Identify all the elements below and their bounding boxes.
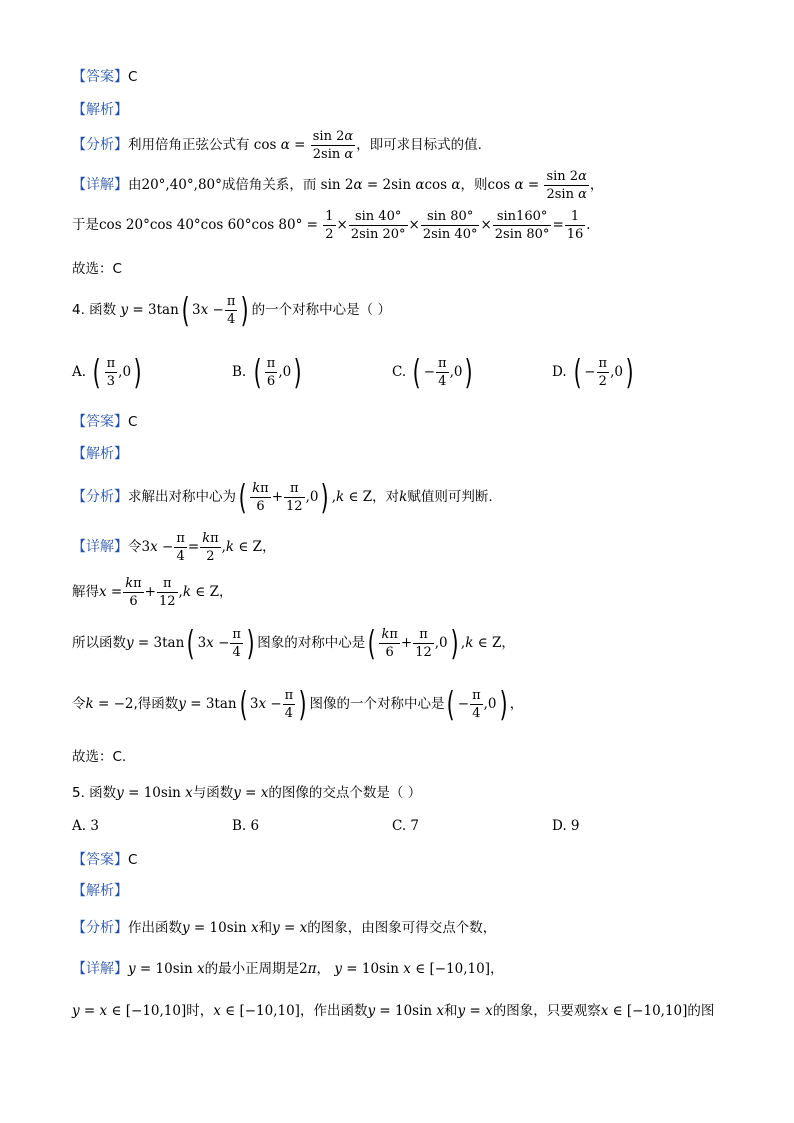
select-line: [72, 745, 734, 765]
option-d[interactable]: D. ( − $\frac{\pi}{2}$ ,0): [552, 352, 634, 393]
fenxi-line: 【分析】求解出对称中心为( $\frac{k\pi}{6}$ + $\frac{\pi}{12}$ ,0) ,k ∈ Z，对k赋值则可判断.: [72, 477, 493, 518]
final-text: 的图: [687, 1003, 715, 1019]
question-number: 4. 函数: [72, 302, 117, 318]
fenxi-text: 利用倍角正弦公式有: [128, 137, 250, 153]
final-text: 的图象，只要观察: [492, 1003, 601, 1019]
product-line: 于是cos 20°cos 40°cos 60°cos 80° = $\frac{1}{2}$ × $\frac{\sin 40^\circ}{2\sin 20^\circ}$ × $\frac{\sin 80^\circ}{2\sin 40^\circ}$ × $\frac{\sin 160^\circ}{2\sin 80^\circ}$ = $\frac{1}{16}$ .: [72, 209, 591, 242]
xiangjie-line: 【详解】y = 10sin x的最小正周期是2π， y = 10sin x ∈ [−10,10]，: [72, 961, 504, 977]
fraction: $\frac{\sin 40^\circ}{2\sin 20^\circ}$: [350, 209, 406, 242]
options-row: [72, 352, 734, 393]
answer-line: [72, 66, 734, 86]
select-line: [72, 257, 734, 277]
formula: y = 3tan: [120, 302, 179, 318]
option-b[interactable]: B. 6: [232, 818, 260, 834]
xiangjie-text: 的最小正周期是: [204, 961, 300, 977]
options-row: [72, 818, 734, 834]
let-text: 令: [72, 696, 86, 712]
fenxi-tag: 【分析】: [72, 920, 128, 936]
analysis-heading: [72, 443, 734, 463]
question-5: 5. 函数y = 10sin x与函数y = x的图像的交点个数是（ ）: [72, 785, 422, 801]
fenxi-text-end: ，即可求目标式的值.: [356, 137, 482, 153]
fraction: $\frac{1}{16}$: [566, 209, 584, 242]
answer-line: [72, 411, 734, 431]
let-line: 令k = −2,得函数y = 3tan( 3x − $\frac{\pi}{4}$ ) 图像的一个对称中心是( − $\frac{\pi}{4}$ ,0) ，: [72, 684, 524, 725]
xiangjie-line: 【详解】由20°,40°,80°成倍角关系，而 sin 2α = 2sin αcos α，则cos α = $\frac{\sin 2\alpha}{\text{2sin α}}$ ，: [72, 169, 604, 202]
product-prefix: 于是: [72, 217, 99, 233]
final-text: ，作出函数: [299, 1003, 368, 1019]
solution-line: 解得x = $\frac{k\pi}{6}$ + $\frac{\pi}{12}$ ,k ∈ Z，: [72, 576, 233, 609]
xiangjie-tag: 【详解】: [72, 961, 128, 977]
fraction: $\frac{1}{2}$: [325, 209, 334, 242]
xiangjie-text: 成倍角关系，而: [221, 177, 317, 193]
analysis-tag: 【解析】: [72, 883, 128, 899]
answer-tag: 【答案】: [72, 69, 128, 85]
solution-text: 解得: [72, 584, 99, 600]
analysis-tag: 【解析】: [72, 102, 128, 118]
answer-line: [72, 849, 734, 869]
fraction: $\frac{\sin 160^\circ}{2\sin 80^\circ}$: [494, 209, 550, 242]
final-line: y = x ∈ [−10,10]时，x ∈ [−10,10]，作出函数y = 10sin x和y = x的图象，只要观察x ∈ [−10,10]的图: [72, 1003, 715, 1019]
formula: cos α =: [253, 137, 306, 153]
option-d[interactable]: D. 9: [552, 818, 580, 834]
fenxi-line: [72, 128, 734, 163]
xiangjie-text: 由: [128, 177, 142, 193]
answer-tag: 【答案】: [72, 414, 128, 430]
fenxi-text: 的图象，由图象可得交点个数，: [307, 920, 497, 936]
analysis-tag: 【解析】: [72, 446, 128, 462]
fenxi-tag: 【分析】: [72, 137, 128, 153]
fenxi-text: 求解出对称中心为: [128, 489, 236, 505]
fraction: $\frac{\sin 2\alpha}{\text{2sin α}}$: [312, 129, 354, 162]
analysis-heading: [72, 99, 734, 119]
question-tail: 的一个对称中心是（ ）: [251, 302, 391, 318]
fenxi-text: 赋值则可判断.: [407, 489, 493, 505]
answer-value: C: [128, 414, 138, 430]
option-a[interactable]: A. ( $\frac{\pi}{3}$ ,0): [72, 352, 142, 393]
option-c[interactable]: C. 7: [392, 818, 420, 834]
fraction: $\frac{\sin 80^\circ}{2\sin 40^\circ}$: [422, 209, 478, 242]
conclusion-line: 所以函数y = 3tan( 3x − $\frac{\pi}{4}$ ) 图象的对称中心是( $\frac{k\pi}{6}$ + $\frac{\pi}{12}$ ,0) ,k ∈ Z，: [72, 623, 515, 664]
xiangjie-tag: 【详解】: [72, 539, 128, 555]
fenxi-text: ，对: [372, 489, 400, 505]
let-text: ,得函数: [133, 696, 179, 712]
fenxi-line: 【分析】作出函数y = 10sin x和y = x的图象，由图象可得交点个数，: [72, 920, 497, 936]
option-a[interactable]: A. 3: [72, 818, 99, 834]
angles: 20°,40°,80°: [141, 177, 222, 193]
select-text: 故选：C.: [72, 749, 127, 765]
question-text: 与函数: [192, 785, 234, 801]
formula: sin 2α = 2sin αcos α: [320, 177, 461, 193]
fenxi-text: 作出函数: [128, 920, 182, 936]
xiangjie-text: 令: [128, 539, 142, 555]
option-c[interactable]: C. ( − $\frac{\pi}{4}$ ,0): [392, 352, 474, 393]
xiangjie-tag: 【详解】: [72, 177, 128, 193]
option-b[interactable]: B. ( $\frac{\pi}{6}$ ,0): [232, 352, 302, 393]
fraction: $\frac{\sin 2\alpha}{\text{2sin α}}$: [546, 169, 587, 202]
fenxi-tag: 【分析】: [72, 489, 128, 505]
product-expr: cos 20°cos 40°cos 60°cos 80° =: [99, 217, 318, 233]
fraction: $\frac{\pi}{4}$: [226, 294, 236, 327]
fenxi-text: 和: [258, 920, 273, 936]
formula: cos α =: [487, 177, 540, 193]
final-text: 时，: [186, 1003, 214, 1019]
question-4: 4. 函数 y = 3tan( 3x − $\frac{\pi}{4}$ ) 的一个对称中心是（ ）: [72, 290, 391, 331]
conclusion-text: 所以函数: [72, 635, 126, 651]
let-text: 图像的一个对称中心是: [309, 696, 445, 712]
xiangjie-line: 【详解】令3x − $\frac{\pi}{4}$ = $\frac{k\pi}{2}$ ,k ∈ Z，: [72, 531, 276, 564]
analysis-heading: [72, 880, 734, 900]
answer-value: C: [128, 852, 138, 868]
select-text: 故选：C: [72, 261, 122, 277]
question-number: 5. 函数: [72, 785, 117, 801]
xiangjie-text: ，则: [460, 177, 488, 193]
answer-value: C: [128, 69, 138, 85]
final-text: 和: [444, 1003, 458, 1019]
conclusion-text: 图象的对称中心是: [257, 635, 366, 651]
answer-tag: 【答案】: [72, 852, 128, 868]
question-tail: 的图像的交点个数是（ ）: [268, 785, 422, 801]
